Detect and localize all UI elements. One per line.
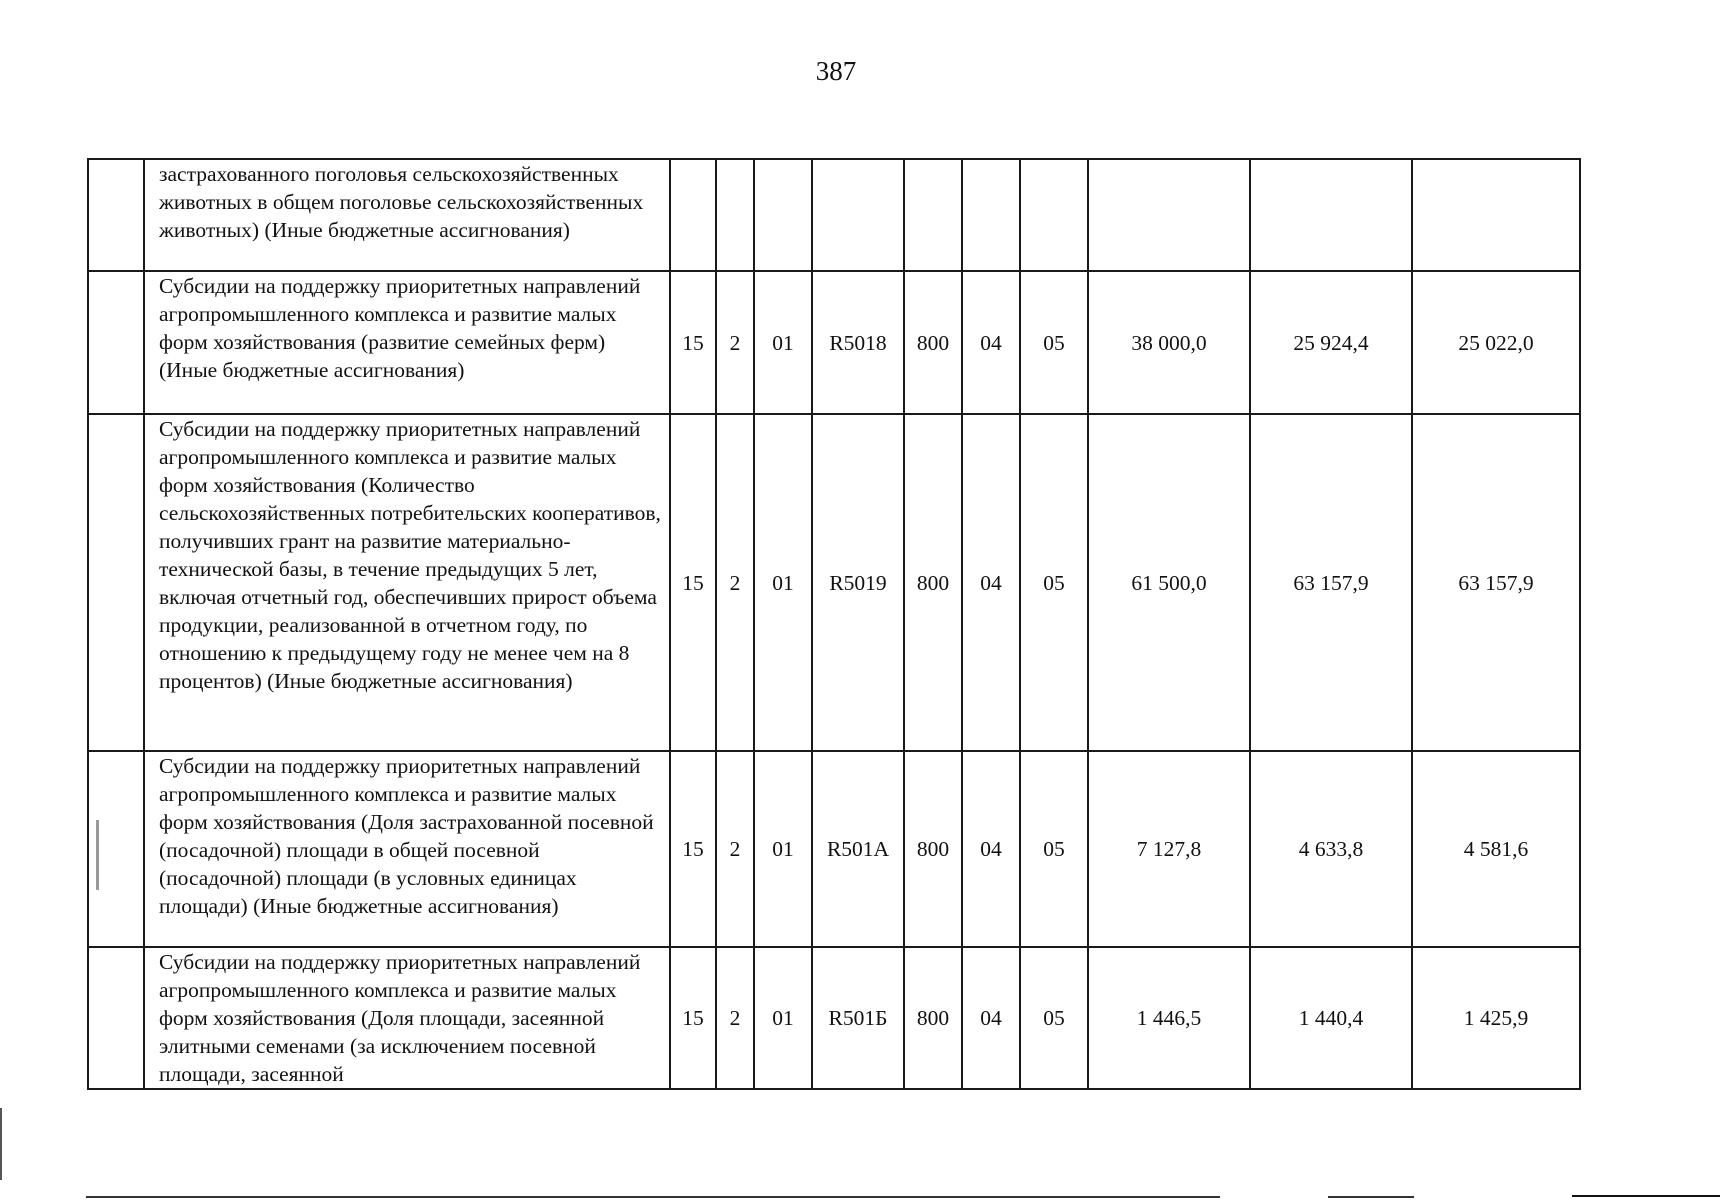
code-cell: 04 [962,947,1020,1089]
code-cell: 05 [1020,751,1088,947]
code-cell: 05 [1020,947,1088,1089]
description-cell: Субсидии на поддержку приоритетных направлений агропромышленного комплекса и развитие малых форм хозяйствования (Доля застрахованной посевной (посадочной) площади в общей посевной (посадочной) площади (в условных единицах площади) (Иные бюджетные ассигнования) [144,751,670,947]
scan-artifact-margin-mark [96,820,99,890]
code-cell: 01 [754,751,812,947]
amount-cell: 1 440,4 [1250,947,1412,1089]
bottom-rule-left [86,1196,1220,1198]
code-cell [962,159,1020,271]
code-cell: R5018 [812,271,904,414]
code-cell: R501А [812,751,904,947]
code-cell: 01 [754,271,812,414]
table-row [88,271,1580,414]
amount-cell: 4 581,6 [1412,751,1580,947]
code-cell [754,159,812,271]
code-cell: 800 [904,414,962,751]
amount-cell: 63 157,9 [1412,414,1580,751]
code-cell [670,159,716,271]
amount-cell: 25 924,4 [1250,271,1412,414]
table-row [88,947,1580,1089]
code-cell: 15 [670,271,716,414]
page-number: 387 [815,56,857,86]
row-number-cell [88,271,144,414]
code-cell: 2 [716,414,754,751]
table-row [88,751,1580,947]
description-cell: застрахованного поголовья сельскохозяйственных животных в общем поголовье сельскохозяйственных животных) (Иные бюджетные ассигнования) [144,159,670,271]
code-cell: 15 [670,751,716,947]
code-cell: 05 [1020,271,1088,414]
amount-cell: 4 633,8 [1250,751,1412,947]
code-cell: 04 [962,271,1020,414]
row-number-cell [88,159,144,271]
code-cell: R5019 [812,414,904,751]
amount-cell: 1 446,5 [1088,947,1250,1089]
code-cell [1020,159,1088,271]
code-cell: 01 [754,414,812,751]
bottom-rule-right [1572,1195,1720,1197]
amount-cell: 63 157,9 [1250,414,1412,751]
code-cell: 04 [962,414,1020,751]
bottom-rule-middle [1328,1196,1414,1198]
code-cell: 01 [754,947,812,1089]
table-row [88,414,1580,751]
amount-cell: 25 022,0 [1412,271,1580,414]
code-cell: 2 [716,947,754,1089]
code-cell: R501Б [812,947,904,1089]
table-row [88,159,1580,271]
description-cell: Субсидии на поддержку приоритетных направлений агропромышленного комплекса и развитие малых форм хозяйствования (развитие семейных ферм) (Иные бюджетные ассигнования) [144,271,670,414]
amount-cell [1088,159,1250,271]
amount-cell [1250,159,1412,271]
code-cell: 800 [904,947,962,1089]
code-cell [812,159,904,271]
code-cell: 2 [716,751,754,947]
amount-cell: 61 500,0 [1088,414,1250,751]
row-number-cell [88,947,144,1089]
description-cell: Субсидии на поддержку приоритетных направлений агропромышленного комплекса и развитие малых форм хозяйствования (Доля площади, засеянной элитными семенами (за исключением посевной площади, засеянной [144,947,670,1089]
description-cell: Субсидии на поддержку приоритетных направлений агропромышленного комплекса и развитие малых форм хозяйствования (Количество сельскохозяйственных потребительских кооперативов, получивших грант на развитие материально-технической базы, в течение предыдущих 5 лет, включая отчетный год, обеспечивших прирост объема продукции, реализованной в отчетном году, по отношению к предыдущему году не менее чем на 8 процентов) (Иные бюджетные ассигнования) [144,414,670,751]
amount-cell: 1 425,9 [1412,947,1580,1089]
code-cell: 800 [904,271,962,414]
budget-table [87,158,1581,1090]
code-cell: 800 [904,751,962,947]
amount-cell: 7 127,8 [1088,751,1250,947]
code-cell: 15 [670,947,716,1089]
code-cell: 04 [962,751,1020,947]
code-cell [904,159,962,271]
code-cell: 05 [1020,414,1088,751]
code-cell: 2 [716,271,754,414]
code-cell [716,159,754,271]
scan-artifact-left-edge [0,1108,2,1180]
amount-cell [1412,159,1580,271]
code-cell: 15 [670,414,716,751]
row-number-cell [88,414,144,751]
amount-cell: 38 000,0 [1088,271,1250,414]
